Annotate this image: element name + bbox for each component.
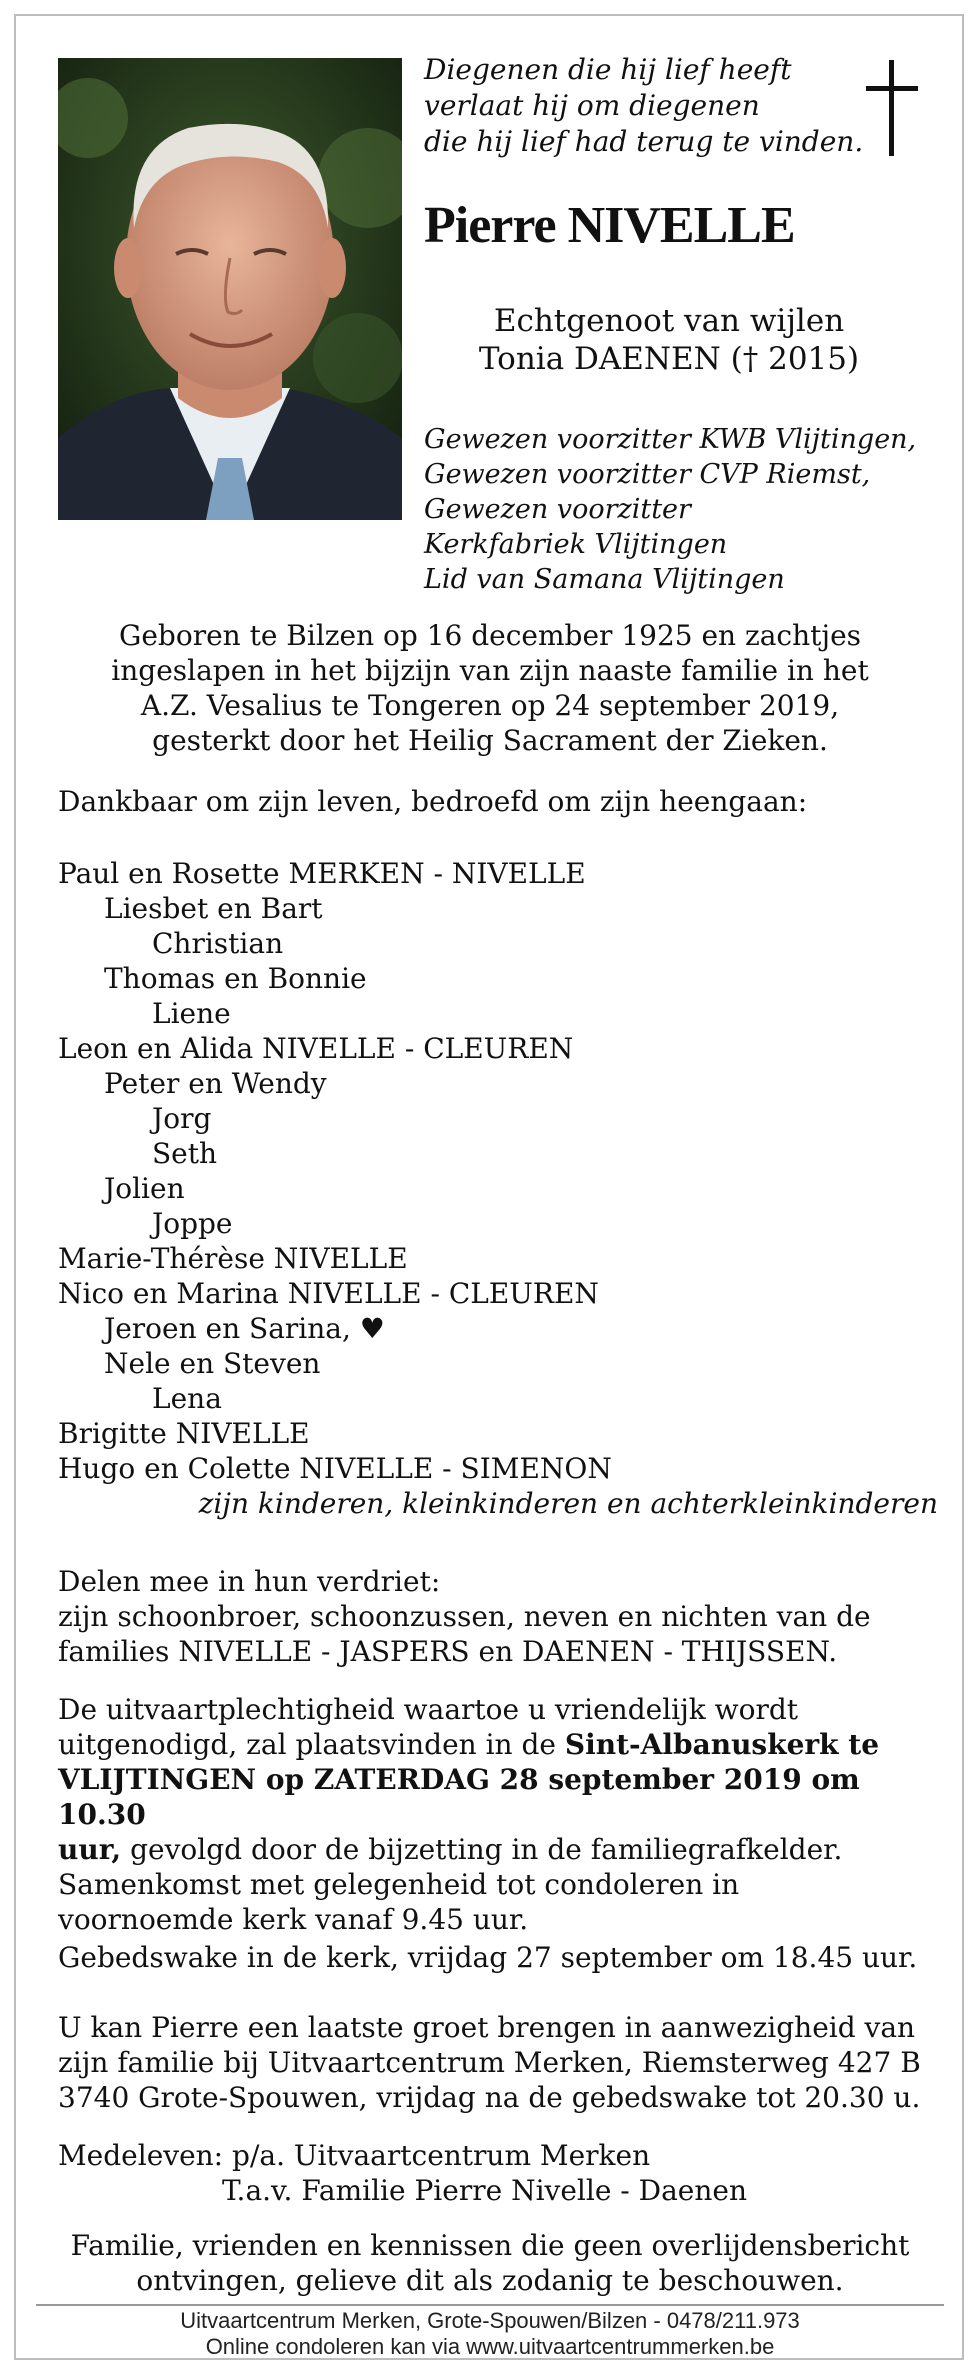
roles-list — [424, 422, 944, 597]
family-member: Joppe — [152, 1207, 233, 1240]
farewell-paragraph — [58, 2010, 938, 2115]
role-item: Lid van Samana Vlijtingen — [424, 564, 785, 595]
quote-line: Diegenen die hij lief heeft — [424, 53, 792, 86]
grateful-line: Dankbaar om zijn leven, bedroefd om zijn heengaan: — [58, 785, 808, 818]
notice-paragraph — [40, 2228, 940, 2298]
funeral-paragraph — [58, 1692, 938, 1937]
text-line: Delen mee in hun verdriet: — [58, 1565, 441, 1598]
family-member: Paul en Rosette MERKEN - NIVELLE — [58, 857, 586, 890]
family-member: Thomas en Bonnie — [104, 962, 367, 995]
family-list — [58, 856, 938, 1521]
family-member: Christian — [152, 927, 284, 960]
quote-line: die hij lief had terug te vinden. — [424, 125, 864, 158]
text-line: ontvingen, gelieve dit als zodanig te beschouwen. — [136, 2264, 844, 2297]
text-line: families NIVELLE - JASPERS en DAENEN - THIJSSEN. — [58, 1635, 838, 1668]
text-line: gesterkt door het Heilig Sacrament der Zieken. — [152, 724, 828, 757]
condolences-address — [58, 2138, 938, 2208]
text-line: Samenkomst met gelegenheid tot condoleren in — [58, 1868, 740, 1901]
text-line: zijn schoonbroer, schoonzussen, neven en nichten van de — [58, 1600, 871, 1633]
church-name: Sint-Albanuskerk te — [564, 1728, 880, 1761]
quote-line: verlaat hij om diegenen — [424, 89, 760, 122]
text-line — [58, 1762, 938, 1832]
vigil-line: Gebedswake in de kerk, vrijdag 27 september om 18.45 uur. — [58, 1941, 918, 1974]
funeral-home-footer — [40, 2308, 940, 2360]
text-line: T.a.v. Familie Pierre Nivelle - Daenen — [222, 2174, 747, 2207]
cross-icon — [862, 58, 922, 158]
text-line: Geboren te Bilzen op 16 december 1925 en zachtjes — [118, 619, 862, 652]
role-item: Kerkfabriek Vlijtingen — [424, 529, 728, 560]
text-line — [58, 1832, 938, 1867]
footer-website: Online condoleren kan via www.uitvaartcentrummerken.be — [205, 2334, 775, 2359]
text-line: zijn familie bij Uitvaartcentrum Merken, Riemsterweg 427 B — [58, 2046, 921, 2079]
family-member: Nico en Marina NIVELLE - CLEUREN — [58, 1277, 599, 1310]
family-member: Lena — [152, 1382, 222, 1415]
family-member: Peter en Wendy — [104, 1067, 327, 1100]
birth-death-paragraph — [40, 618, 940, 758]
family-member: Jorg — [152, 1102, 212, 1135]
memorial-quote — [424, 52, 864, 160]
text-line: U kan Pierre een laatste groet brengen in aanwezigheid van — [58, 2011, 916, 2044]
role-item: Gewezen voorzitter KWB Vlijtingen, — [424, 424, 917, 455]
share-grief-paragraph — [58, 1564, 938, 1669]
text-segment: gevolgd door de bijzetting in de familiegrafkelder. — [121, 1833, 843, 1866]
portrait-photo — [58, 58, 402, 520]
text-segment: uitgenodigd, zal plaatsvinden in de — [58, 1728, 565, 1761]
text-line: 3740 Grote-Spouwen, vrijdag na de gebedswake tot 20.30 u. — [58, 2081, 921, 2114]
spouse-line: Tonia DAENEN († 2015) — [478, 341, 860, 377]
spouse-info — [424, 302, 914, 378]
text-line: voornoemde kerk vanaf 9.45 uur. — [58, 1903, 529, 1936]
role-item: Gewezen voorzitter — [424, 494, 691, 525]
family-member: Marie-Thérèse NIVELLE — [58, 1242, 408, 1275]
family-member: Jolien — [104, 1172, 185, 1205]
text-line: A.Z. Vesalius te Tongeren op 24 september 2019, — [140, 689, 840, 722]
role-item: Gewezen voorzitter CVP Riemst, — [424, 459, 871, 490]
family-member: Liesbet en Bart — [104, 892, 323, 925]
family-member: Nele en Steven — [104, 1347, 321, 1380]
funeral-date-time: VLIJTINGEN op ZATERDAG 28 september 2019 om 10.30 — [58, 1763, 860, 1831]
footer-divider — [36, 2304, 944, 2306]
family-member: Liene — [152, 997, 231, 1030]
text-line: Familie, vrienden en kennissen die geen overlijdensbericht — [70, 2229, 910, 2262]
deceased-name: Pierre NIVELLE — [424, 197, 795, 254]
family-member: Jeroen en Sarina, ♥ — [104, 1312, 385, 1345]
family-member: Brigitte NIVELLE — [58, 1417, 310, 1450]
family-member: Leon en Alida NIVELLE - CLEUREN — [58, 1032, 574, 1065]
text-line: De uitvaartplechtigheid waartoe u vriendelijk wordt — [58, 1693, 799, 1726]
spouse-line: Echtgenoot van wijlen — [493, 303, 845, 339]
funeral-time-suffix: uur, — [58, 1833, 122, 1866]
footer-contact: Uitvaartcentrum Merken, Grote-Spouwen/Bilzen - 0478/211.973 — [180, 2308, 800, 2333]
family-subtitle: zijn kinderen, kleinkinderen en achterkleinkinderen — [198, 1487, 938, 1520]
text-line — [58, 1727, 938, 1762]
text-line: Medeleven: p/a. Uitvaartcentrum Merken — [58, 2139, 651, 2172]
text-line: ingeslapen in het bijzijn van zijn naaste familie in het — [111, 654, 869, 687]
family-member: Hugo en Colette NIVELLE - SIMENON — [58, 1452, 612, 1485]
family-member: Seth — [152, 1137, 218, 1170]
